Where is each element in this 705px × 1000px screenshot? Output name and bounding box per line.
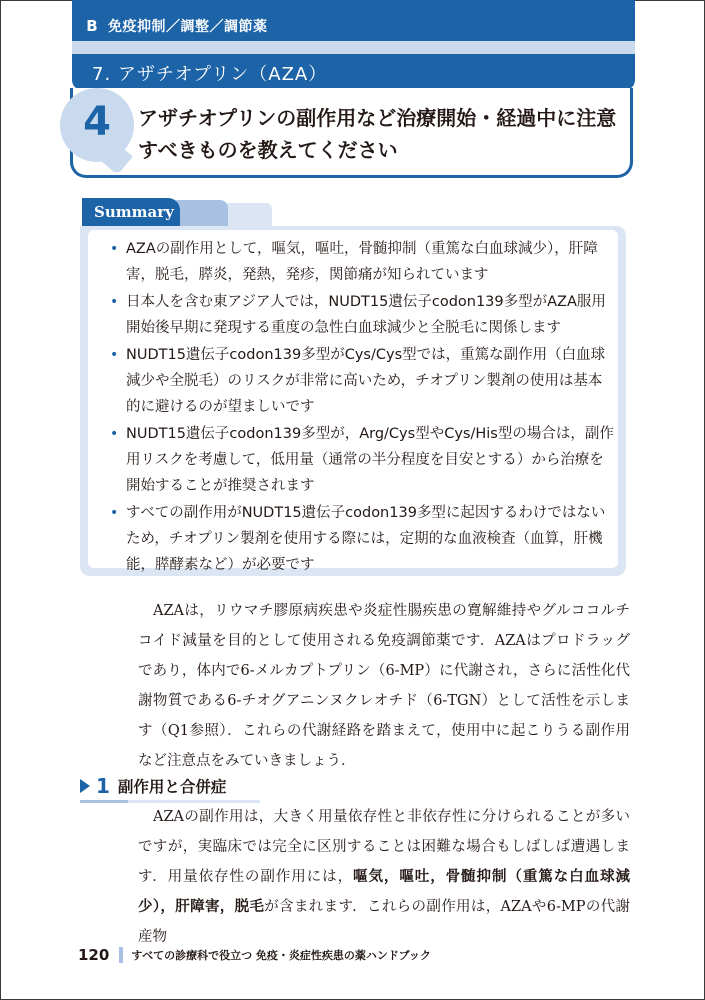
question-text: アザチオプリンの副作用など治療開始・経過中に注意すべきものを教えてください (138, 106, 617, 162)
section-badge: B (82, 16, 102, 36)
footer-divider (119, 947, 123, 963)
summary-item: • AZAの副作用として，嘔気，嘔吐，骨髄抑制（重篤な白血球減少），肝障害，脱毛，膵炎，発熱，発疹，関節痛が知られています (112, 236, 614, 288)
summary-label: Summary (82, 198, 180, 227)
chapter-title: 7. アザチオプリン（AZA） (92, 64, 328, 85)
bullet-icon: • (110, 505, 119, 521)
summary-item: • NUDT15遺伝子codon139多型がCys/Cys型では，重篤な副作用（白血球減少や全脱毛）のリスクが非常に高いため，チオプリン製剤の使用は基本的に避けるのが望ましいです (112, 342, 614, 420)
summary-list (112, 236, 614, 579)
chapter-header (72, 54, 635, 90)
intro-paragraph: AZAは，リウマチ膠原病疾患や炎症性腸疾患の寛解維持やグルココルチコイド減量を目的として使用される免疫調節薬です．AZAはプロドラッグであり，体内で6-メルカプトプリン（6-MP）に代謝され，さらに活性化代謝物質である6-チオグアニンヌクレオチド（6-TGN）として活性を示します（Q1参照）．これらの代謝経路を踏まえて，使用中に起こりうる副作用など注意点をみていきましょう． (138, 603, 630, 769)
summary-item: • すべての副作用がNUDT15遺伝子codon139多型に起因するわけではないため，チオプリン製剤を使用する際には，定期的な血液検査（血算，肝機能，膵酵素など）が必要です (112, 500, 614, 578)
section-1-heading (80, 774, 226, 798)
question-number: 4 (83, 99, 111, 145)
triangle-arrow-icon (80, 779, 90, 793)
bullet-icon: • (110, 426, 119, 442)
summary-item: • NUDT15遺伝子codon139多型が，Arg/Cys型やCys/His型の場合は，副作用リスクを考慮して，低用量（通常の半分程度を目安とする）から治療を開始することが推奨されます (112, 421, 614, 499)
section-title: 免疫抑制／調整／調節薬 (108, 19, 268, 35)
header-stripe (72, 41, 635, 54)
book-title: すべての診療科で役立つ 免疫・炎症性疾患の薬ハンドブック (131, 949, 431, 962)
summary-item: • 日本人を含む東アジア人では，NUDT15遺伝子codon139多型がAZA服用開始後早期に発現する重度の急性白血球減少と全脱毛に関係します (112, 289, 614, 341)
section-1-title: 副作用と合併症 (117, 778, 227, 796)
bullet-icon: • (110, 347, 119, 363)
section-1-paragraph: AZAの副作用は，大きく用量依存性と非依存性に分けられることが多いですが，実臨床では完全に区別することは困難な場合もしばしば遭遇します．用量依存性の副作用には，嘔気，嘔吐，骨髄抑制（重篤な白血球減少），肝障害，脱毛が含まれます．これらの副作用は，AZAや6-MPの代謝産物 (138, 809, 631, 945)
bullet-icon: • (110, 241, 119, 257)
page-number: 120 (78, 946, 110, 964)
bullet-icon: • (110, 294, 119, 310)
page-footer (78, 946, 431, 964)
bold-side-effects: 嘔気，嘔吐，骨髄抑制（重篤な白血球減少），肝障害，脱毛 (138, 869, 631, 915)
section-header (72, 0, 635, 54)
section-1-number: 1 (96, 774, 110, 798)
